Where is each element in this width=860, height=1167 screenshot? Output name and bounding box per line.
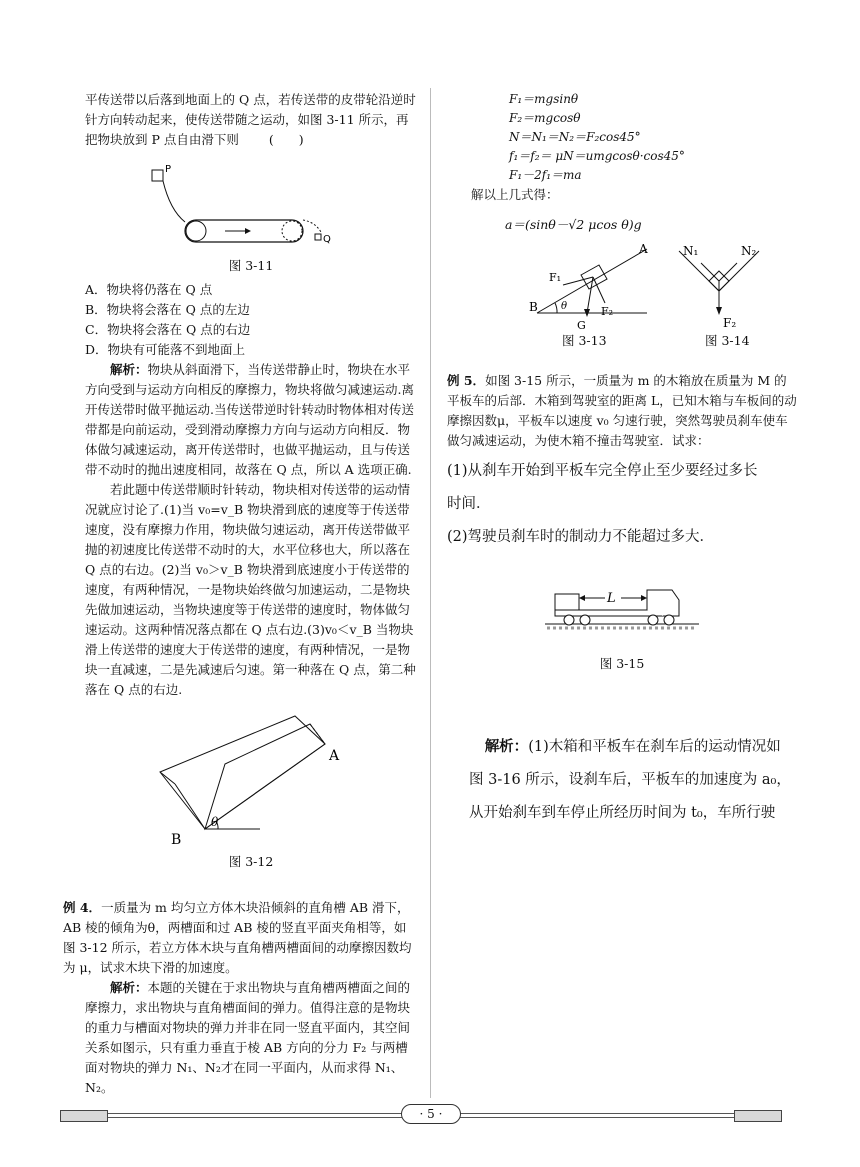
column-divider — [430, 88, 431, 1098]
figure-3-15-caption: 图 3-15 — [599, 656, 645, 671]
label-a: A — [639, 242, 648, 256]
right-column — [447, 90, 797, 830]
figure-3-11 — [85, 150, 417, 250]
label-theta: θ — [561, 301, 568, 312]
formula-3: N＝N₁＝N₂＝F₂cos45° — [509, 130, 641, 144]
label-l: L — [607, 591, 616, 606]
option-c: C．物块将会落在 Q 点的右边 — [85, 322, 251, 337]
analysis-5-line-2: 图 3-16 所示，设刹车后，平板车的加速度为 a₀， — [469, 772, 791, 788]
figure-3-11-caption: 图 3-11 — [228, 258, 274, 273]
footer-bar-left — [60, 1110, 108, 1122]
label-f2: F₂ — [601, 305, 614, 318]
figure-3-15 — [447, 568, 797, 638]
figure-3-12 — [85, 704, 417, 844]
figure-3-13-caption: 图 3-13 — [562, 333, 607, 348]
question-1-cont: 时间． — [447, 496, 491, 512]
label-p: P — [165, 164, 172, 175]
label-b: B — [529, 300, 538, 314]
label-theta: θ — [211, 815, 219, 829]
label-a: A — [329, 748, 340, 764]
label-q: Q — [323, 234, 331, 245]
analysis-5-line-1: 解析：(1)木箱和平板车在刹车后的运动情况如 — [484, 738, 781, 755]
analysis-4: 解析：本题的关键在于求出物块与直角槽两槽面之间的摩擦力，求出物块与直角槽面间的弹力。值得注意的是物块的重力与槽面对物块的弹力并非在同一竖直平面内，其空间关系如图示，只有重力垂直于棱 AB 方向的分力 F₂ 与两槽面对物块的弹力 N₁、N₂才在同一平面内，从而求得 N₁、N₂。 — [85, 980, 411, 1095]
figure-3-14-caption: 图 3-14 — [705, 333, 750, 348]
example-5: 例 5．如图 3-15 所示，一质量为 m 的木箱放在质量为 M 的平板车的后部．木箱到驾驶室的距离 L，已知木箱与车板间的动摩擦因数μ，平板车以速度 v₀ 匀速行驶，突然驾驶员刹车使车做匀减速运动，为使木箱不撞击驾驶室．试求： — [447, 373, 797, 448]
label-f2: F₂ — [723, 316, 737, 330]
formula-5: F₁－2f₁＝ma — [509, 168, 582, 182]
option-a: A．物块将仍落在 Q 点 — [85, 282, 213, 297]
analysis-paragraph: 解析：物块从斜面滑下，当传送带静止时，物块在水平方向受到与运动方向相反的摩擦力，物块将做匀减速运动.离开传送带时做平抛运动.当传送带逆时针转动时物体相对传送带都是向前运动，受到滑动摩擦力方向与运动方向相反．物体做匀减速运动，离开传送带时，也做平抛运动，且与传送带不动时的抛出速度相同，故落在 Q 点，所以 A 选项正确. — [85, 362, 414, 477]
formula-4: f₁＝f₂＝ μN＝umgcosθ·cos45° — [509, 149, 685, 163]
discussion-paragraph: 若此题中传送带顺时针转动，物块相对传送带的运动情况就应讨论了.(1)当 v₀=v_B 物块滑到底的速度等于传送带速度，没有摩擦力作用，物块做匀速运动，离开传送带做平抛的初速度比传送带不动时的大，水平位移也大，所以落在 Q 点的右边。(2)当 v₀＞v_B 物块滑到底速度小于传送带的速度，有两种情况，一是物块始终做匀加速运动，二是物块先做加速运动，当物块速度等于传送带的速度时，物体做匀速运动。这两种情况落点都在 Q 点右边.(3)v₀＜v_B 当物块滑上传送带的速度大于传送带的速度，有两种情况，一是物块一直减速，二是先减速后匀速。第一种落在 Q 点，第二种落在 Q 点的右边. — [85, 482, 416, 697]
question-2: (2)驾驶员刹车时的制动力不能超过多大． — [447, 529, 715, 545]
solve-line: 解以上几式得： — [471, 187, 559, 202]
label-b: B — [171, 832, 182, 844]
label-n2: N₂ — [741, 244, 757, 258]
question-1: (1)从刹车开始到平板车完全停止至少要经过多长 — [447, 463, 758, 479]
analysis-5-line-3: 从开始刹车到车停止所经历时间为 t₀，车所行驶 — [469, 805, 776, 821]
label-f1: F₁ — [549, 271, 562, 284]
figures-3-13-3-14 — [447, 241, 797, 361]
figure-3-12-caption: 图 3-12 — [228, 854, 274, 869]
label-g: G — [577, 319, 586, 332]
formula-1: F₁＝mgsinθ — [509, 92, 579, 106]
option-d: D．物块有可能落不到地面上 — [85, 342, 246, 357]
example-4: 例 4．一质量为 m 均匀立方体木块沿倾斜的直角槽 AB 滑下，AB 棱的倾角为θ，两槽面和过 AB 棱的竖直平面夹角相等，如图 3-12 所示，若立方体木块与直角槽两槽面间的动摩擦因数均为 μ，试求木块下滑的加速度。 — [63, 900, 412, 975]
label-n1: N₁ — [683, 244, 699, 258]
option-b: B．物块将会落在 Q 点的左边 — [85, 302, 250, 317]
problem-intro: 平传送带以后落到地面上的 Q 点，若传送带的皮带轮沿逆时针方向转动起来，使传送带随之运动，如图 3-11 所示，再把物块放到 P 点自由滑下则 ( ) — [85, 92, 416, 147]
formula-2: F₂＝mgcosθ — [509, 111, 581, 125]
result-formula: a＝(sinθ－√2 μcos θ)g — [505, 217, 642, 232]
left-column — [63, 90, 417, 1098]
footer-bar-right — [734, 1110, 782, 1122]
page-number: · 5 · — [401, 1104, 461, 1124]
